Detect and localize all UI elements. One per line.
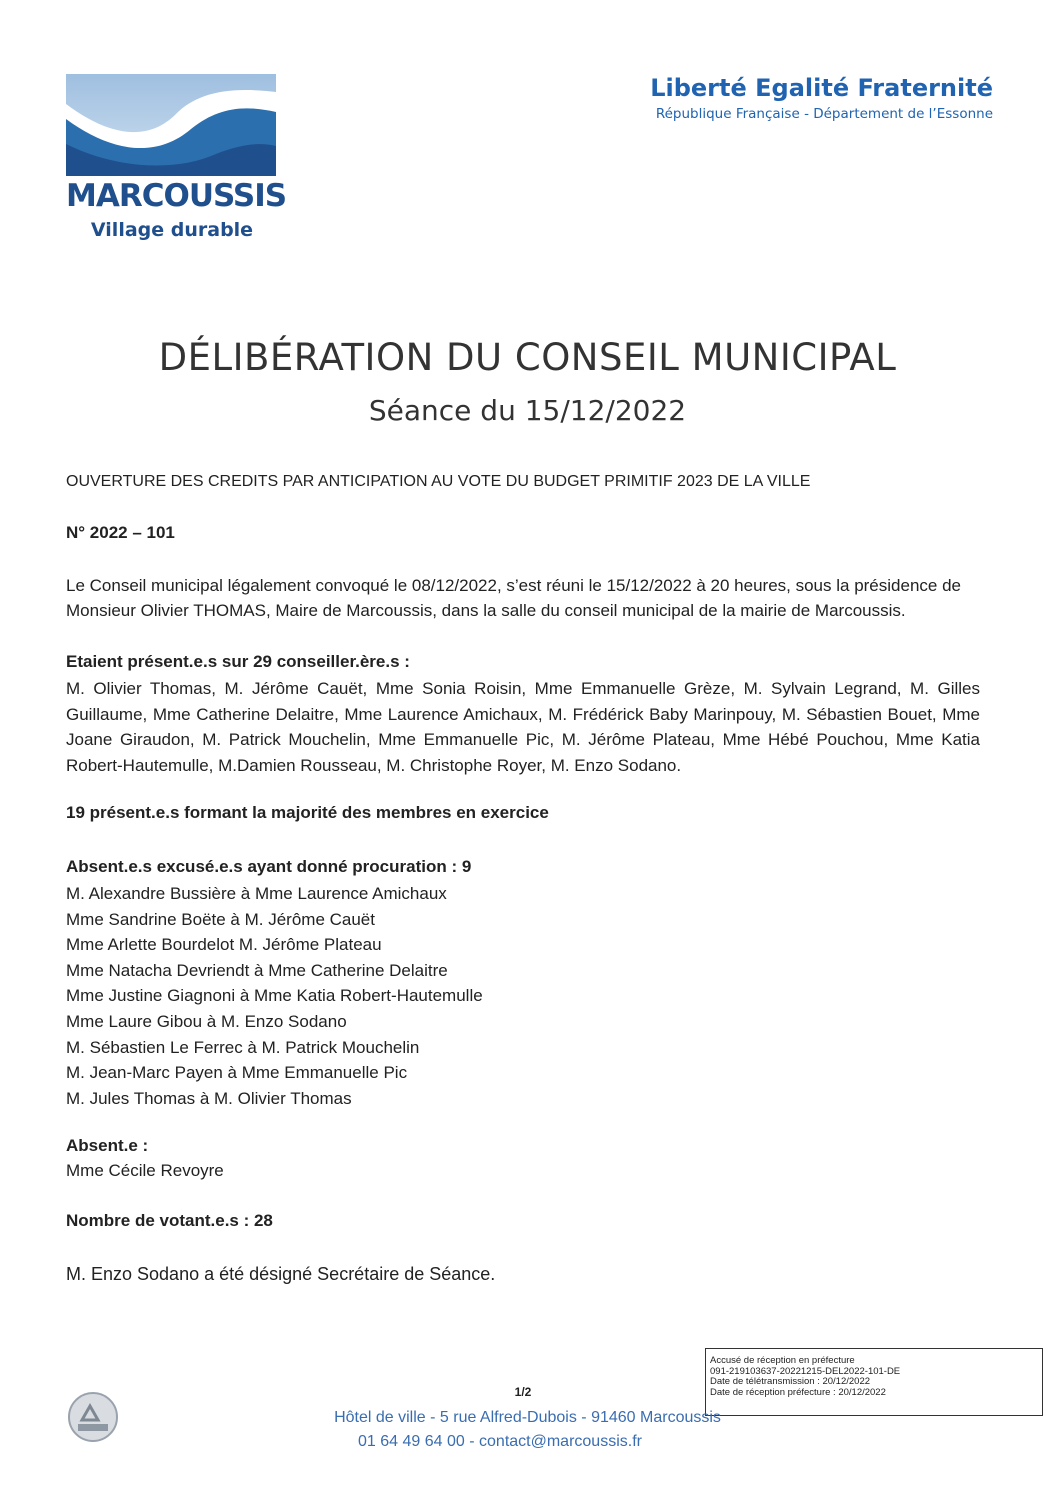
deliberation-subject: OUVERTURE DES CREDITS PAR ANTICIPATION AU VOTE DU BUDGET PRIMITIF 2023 DE LA VILLE [66,473,811,490]
list-item: Mme Arlette Bourdelot M. Jérôme Plateau [66,935,382,955]
recycle-stamp-icon [66,1390,120,1444]
proxy-heading-bold: Absent.e.s excusé.e.s [66,857,243,876]
proxy-list [66,881,483,1111]
proxy-heading-count: ayant donné procuration : 9 [242,857,472,876]
wave-logo-icon [66,74,276,176]
prefecture-receipt-box [705,1348,1043,1416]
list-item: M. Alexandre Bussière à Mme Laurence Amichaux [66,884,447,903]
secretary-statement: M. Enzo Sodano a été désigné Secrétaire de Séance. [66,1264,496,1284]
motto-main: Liberté Egalité Fraternité [650,74,993,102]
voters-count: Nombre de votant.e.s : 28 [66,1211,273,1230]
receipt-line: Date de télétransmission : 20/12/2022 [710,1376,871,1387]
absent-name: Mme Cécile Revoyre [66,1161,224,1180]
list-item: M. Jules Thomas à M. Olivier Thomas [66,1088,352,1108]
document-title: DÉLIBÉRATION DU CONSEIL MUNICIPAL [158,336,897,379]
footer-contact: 01 64 49 64 00 - contact@marcoussis.fr [358,1433,642,1450]
list-item: M. Jean-Marc Payen à Mme Emmanuelle Pic [66,1063,408,1083]
absent-heading: Absent.e : [66,1136,149,1155]
present-list: M. Olivier Thomas, M. Jérôme Cauët, Mme Sonia Roisin, Mme Emmanuelle Grèze, M. Sylvain Legrand, M. Gilles Guillaume, Mme Catherine Delaitre, Mme Laurence Amichaux, M. Frédérick Baby Marinpouy, M. Sébastien Bouet, Mme Joane Giraudon, M. Patrick Mouchelin, Mme Emmanuelle Pic, M. Jérôme Plateau, Mme Hébé Pouchou, Mme Katia Robert-Hautemulle, M.Damien Rousseau, M. Christophe Royer, M. Enzo Sodano. [66,679,980,775]
proxy-heading [66,857,471,877]
logo-tagline: Village durable [90,219,254,241]
receipt-line: Date de réception préfecture : 20/12/2022 [710,1386,886,1398]
receipt-line: Accusé de réception en préfecture [710,1355,855,1366]
quorum-statement: 19 présent.e.s formant la majorité des membres en exercice [66,803,549,822]
receipt-line: 091-219103637-20221215-DEL2022-101-DE [710,1365,901,1377]
marcoussis-logo [66,74,287,249]
list-item: Mme Natacha Devriendt à Mme Catherine Delaitre [66,960,448,980]
present-heading: Etaient présent.e.s sur 29 conseiller.ère.s : [66,652,410,671]
list-item: M. Sébastien Le Ferrec à M. Patrick Mouchelin [66,1037,420,1057]
session-date: Séance du 15/12/2022 [368,394,687,427]
logo-name: MARCOUSSIS [66,178,287,214]
motto-sub: République Française - Département de l’Essonne [655,106,993,122]
footer-address: Hôtel de ville - 5 rue Alfred-Dubois - 91460 Marcoussis [334,1409,721,1426]
deliberation-number: N° 2022 – 101 [66,523,175,542]
list-item: Mme Laure Gibou à M. Enzo Sodano [66,1011,347,1031]
page-number: 1/2 [514,1385,532,1399]
list-item: Mme Justine Giagnoni à Mme Katia Robert-Hautemulle [66,986,483,1006]
list-item: Mme Sandrine Boëte à M. Jérôme Cauët [66,909,375,929]
intro-paragraph: Le Conseil municipal légalement convoqué le 08/12/2022, s’est réuni le 15/12/2022 à 20 heures, sous la présidence de Monsieur Olivier THOMAS, Maire de Marcoussis, dans la salle du conseil municipal de la mairie de Marcoussis. [66,576,961,620]
national-motto [650,74,993,122]
